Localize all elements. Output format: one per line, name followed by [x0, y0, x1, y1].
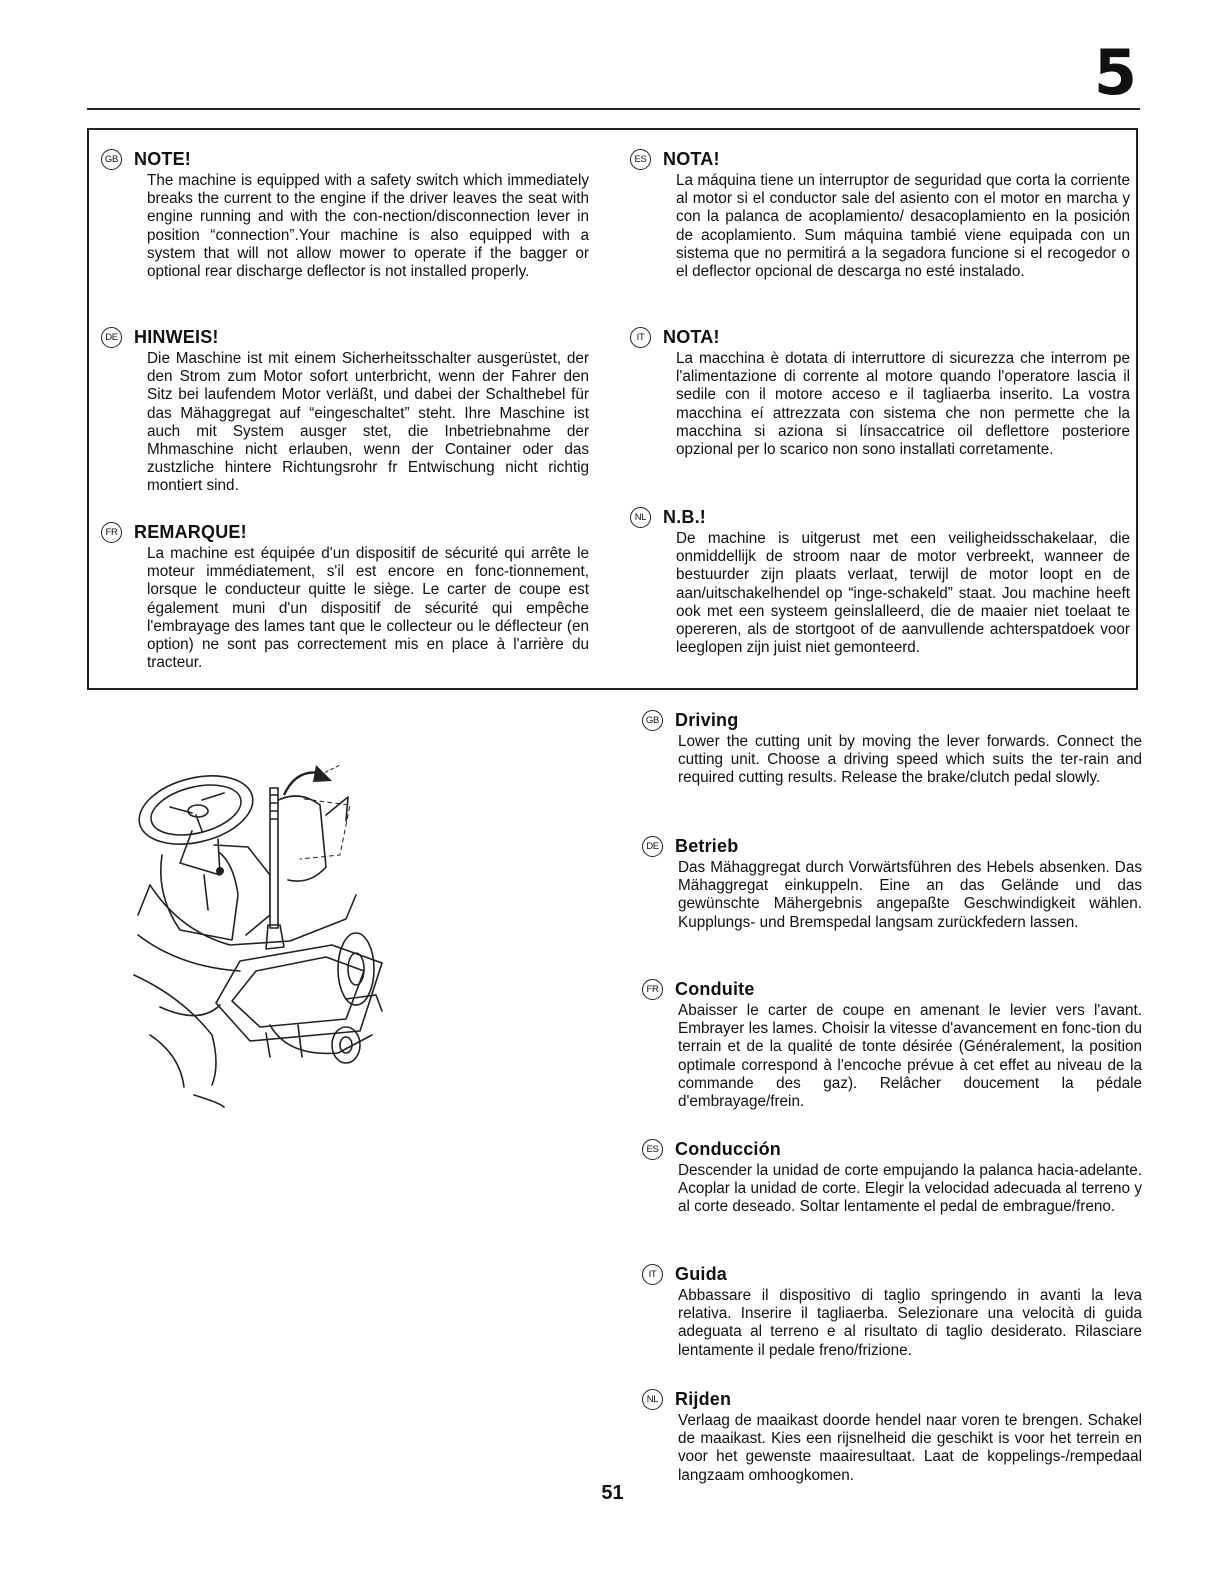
- note-nl: [630, 504, 1130, 657]
- chapter-number: 5: [1093, 36, 1137, 109]
- note-title: N.B.!: [663, 506, 706, 527]
- mower-lever-illustration: [120, 735, 465, 1115]
- note-it: [630, 324, 1130, 459]
- header-rule: [87, 108, 1140, 110]
- page-number: 51: [601, 1482, 624, 1504]
- flag-it-icon: IT: [630, 327, 651, 348]
- flag-de-icon: DE: [642, 836, 663, 857]
- note-text: La macchina è dotata di interruttore di sicurezza che interrom pe l'alimentazione di corrente al motore quando l'operatore lascia il sedile con il motore acceso e il tagliaerba inserito. La vostra macchina eí attrezzata con sistema che non permette che la macchina si aziona si línsaccatrice oil deflettore posteriore opzional per lo scarico non sono installati corretamente.: [676, 350, 1130, 459]
- note-gb: [101, 146, 589, 281]
- section-text: Abbassare il dispositivo di taglio springendo in avanti la leva relativa. Inserire il tagliaerba. Selezionare una velocità di guida adeguata al terreno e al risultato di taglio desiderato. Rilasciare lentamente il pedale freno/frizione.: [678, 1287, 1142, 1359]
- section-title: Conduite: [675, 978, 755, 999]
- section-text: Lower the cutting unit by moving the lever forwards. Connect the cutting unit. Choose a driving speed which suits the ter-rain and required cutting results. Release the brake/clutch pedal slowly.: [678, 733, 1142, 787]
- section-title: Conducción: [675, 1138, 781, 1159]
- section-text: Verlaag de maaikast doorde hendel naar voren te brengen. Schakel de maaikast. Kies een rijsnelheid die geschikt is voor het terrein en voor het gewenste maairesultaat. Laat de koppelings-/rempedaal langzaam omhoogkomen.: [678, 1412, 1142, 1484]
- section-title: Betrieb: [675, 835, 739, 856]
- safety-notes-box: [87, 128, 1138, 690]
- flag-de-icon: DE: [101, 327, 122, 348]
- note-title: NOTA!: [663, 148, 720, 169]
- section-text: Das Mähaggregat durch Vorwärtsführen des Hebels absenken. Das Mähaggregat einkuppeln. Eine an das Gelände und das gewünschte Mähergebnis angepaßte Geschwindigkeit wählen. Kupplungs- und Bremspedal langsam zurückfedern lassen.: [678, 859, 1142, 931]
- flag-nl-icon: NL: [642, 1389, 663, 1410]
- section-title: Driving: [675, 709, 739, 730]
- note-text: De machine is uitgerust met een veiligheidsschakelaar, die onmiddellijk de stroom naar de motor verbreekt, wanneer de bestuurder zijn plaats verlaat, terwijl de motor loopt en de aan/uitschakelhendel op “inge-schakeld” staat. Jou machine heeft ook met een systeem geinslalleerd, die de maaier niet toelaat te opereren, als de stortgoot of de aanvullende achterspatdoek voor leeglopen zijn juist niet gemonteerd.: [676, 530, 1130, 657]
- note-text: La machine est équipée d'un dispositif de sécurité qui arrête le moteur immédiatement, s'il est encore en fonc-tionnement, lorsque le conducteur quitte le siège. Le carter de coupe est également muni d'un dispositif de sécurité qui empêche l'embrayage des lames tant que le collecteur ou le déflecteur (en option) ne sont pas correctement mis en place à l'arrière du tracteur.: [147, 545, 589, 672]
- driving-es: [642, 1136, 1142, 1217]
- flag-nl-icon: NL: [630, 507, 651, 528]
- driving-it: [642, 1261, 1142, 1360]
- flag-es-icon: ES: [630, 149, 651, 170]
- note-title: NOTA!: [663, 326, 720, 347]
- note-es: [630, 146, 1130, 281]
- section-text: Descender la unidad de corte empujando la palanca hacia-adelante. Acoplar la unidad de corte. Elegir la velocidad adecuada al terreno y al corte deseado. Soltar lentamente el pedal de embrague/freno.: [678, 1162, 1142, 1216]
- flag-it-icon: IT: [642, 1264, 663, 1285]
- note-text: La máquina tiene un interruptor de seguridad que corta la corriente al motor si el conductor sale del asiento con el motor en marcha y con la palanca de acoplamiento/ desacoplamiento en la posición de acoplamiento. Sum máquina tambié viene equipada con un sistema que no permitirá a la segadora funcione si el recogedor o el deflector opcional de descarga no esté instalado.: [676, 172, 1130, 281]
- note-title: NOTE!: [134, 148, 191, 169]
- driving-fr: [642, 976, 1142, 1111]
- note-text: The machine is equipped with a safety switch which immediately breaks the current to the engine if the driver leaves the seat with engine running and with the con-nection/disconnection lever in position “connection”.Your machine is also equipped with a system that will not allow mower to operate if the bagger or optional rear discharge deflector is not installed properly.: [147, 172, 589, 281]
- flag-fr-icon: FR: [101, 522, 122, 543]
- note-de: [101, 324, 589, 496]
- note-text: Die Maschine ist mit einem Sicherheitsschalter ausgerüstet, der den Strom zum Motor sofort unterbricht, wenn der Fahrer den Sitz bei laufendem Motor verläßt, und dabei der Schalthebel für das Mähaggregat auf “eingeschaltet” steht. Ihre Maschine ist auch mit System ausger stet, die Inbetriebnahme der Mhmaschine nicht erlauben, wenn der Container oder das zustzliche hintere Richtungsrohr fr Entwischung nicht richtig montiert sind.: [147, 350, 589, 495]
- note-title: HINWEIS!: [134, 326, 219, 347]
- flag-gb-icon: GB: [101, 149, 122, 170]
- flag-gb-icon: GB: [642, 710, 663, 731]
- flag-fr-icon: FR: [642, 979, 663, 1000]
- note-fr: [101, 519, 589, 672]
- driving-nl: [642, 1386, 1142, 1485]
- note-title: REMARQUE!: [134, 521, 247, 542]
- flag-es-icon: ES: [642, 1139, 663, 1160]
- driving-de: [642, 833, 1142, 932]
- section-title: Guida: [675, 1263, 728, 1284]
- section-title: Rijden: [675, 1388, 732, 1409]
- section-text: Abaisser le carter de coupe en amenant le levier vers l'avant. Embrayer les lames. Choisir la vitesse d'avancement en fonc-tion du terrain et de la qualité de tonte désirée (Généralement, la position optimale correspond à l'encoche prévue à cet effet au niveau de la commande des gaz). Relâcher doucement la pédale d'embrayage/frein.: [678, 1002, 1142, 1111]
- driving-gb: [642, 707, 1142, 788]
